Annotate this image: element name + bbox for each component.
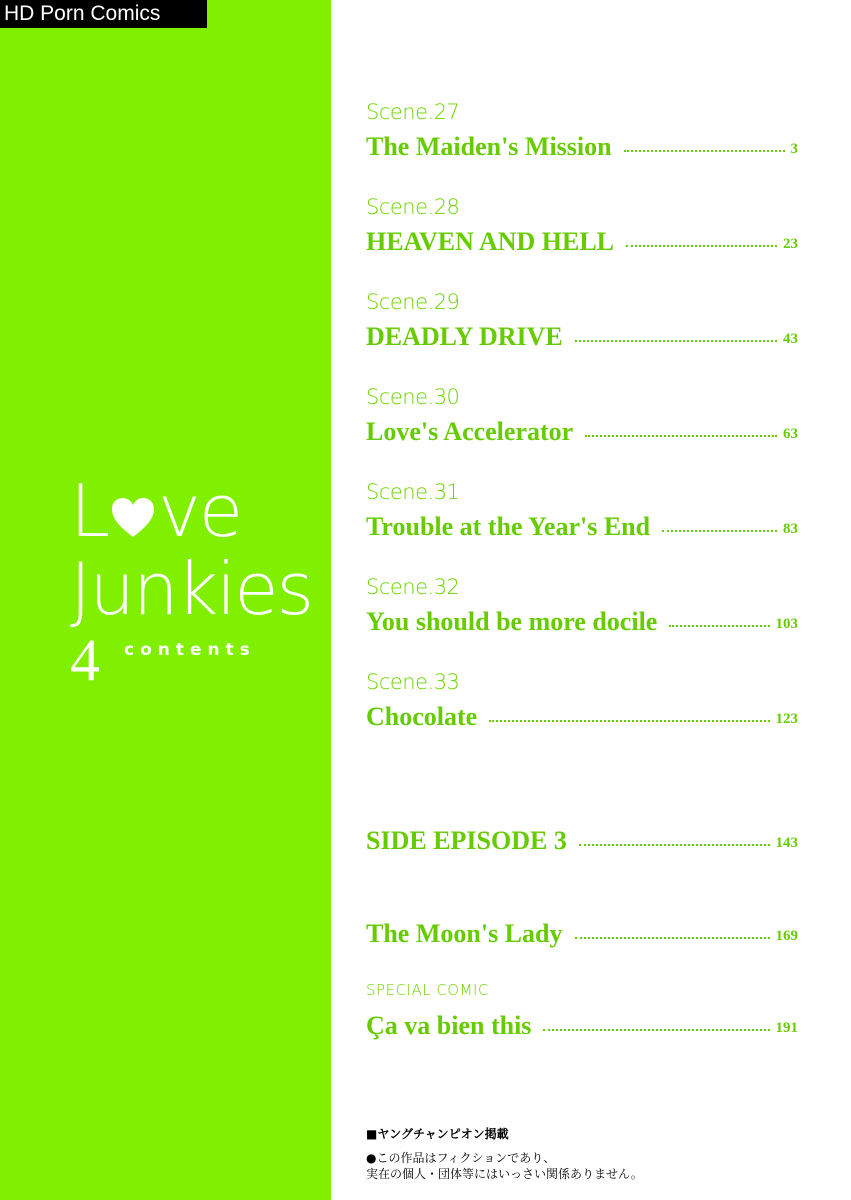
dot-leader: [575, 339, 777, 342]
page-number: 191: [775, 1020, 798, 1036]
scene-label: Scene.32: [366, 575, 460, 599]
series-logo: [70, 469, 313, 693]
toc-entry[interactable]: [366, 480, 798, 542]
logo-letter-l: L: [70, 469, 109, 553]
chapter-title: Trouble at the Year's End: [366, 512, 651, 541]
chapter-title: You should be more docile: [366, 607, 658, 636]
toc-entry[interactable]: [366, 385, 798, 447]
contents-label: contents: [124, 640, 256, 660]
title-row: [366, 417, 798, 447]
dot-leader: [624, 149, 785, 152]
title-row: [366, 512, 798, 542]
dot-leader: [543, 1028, 769, 1031]
dot-leader: [662, 529, 777, 532]
title-row: [366, 227, 798, 257]
serialization-note: ■ヤングチャンピオン掲載: [366, 1127, 509, 1141]
dot-leader: [575, 936, 770, 939]
title-row: [366, 322, 798, 352]
title-row: [366, 702, 798, 732]
dot-leader: [669, 624, 769, 627]
scene-label: Scene.33: [366, 670, 460, 694]
chapter-title: Chocolate: [366, 702, 478, 731]
fiction-disclaimer-2: 実在の個人・団体等にはいっさい関係ありません。: [366, 1167, 643, 1181]
title-row: [366, 919, 798, 949]
page-number: 63: [783, 426, 798, 442]
dot-leader: [626, 244, 777, 247]
scene-label: Scene.29: [366, 290, 460, 314]
toc-entry[interactable]: [366, 670, 798, 732]
chapter-title: Ça va bien this: [366, 1011, 532, 1040]
logo-line-love: [70, 469, 312, 553]
page-number: 23: [783, 236, 798, 252]
scene-label: Scene.27: [366, 100, 460, 124]
page-number: 143: [775, 835, 798, 851]
scene-label: Scene.28: [366, 195, 460, 219]
logo-volume-row: [70, 627, 312, 693]
toc-entry[interactable]: [366, 575, 798, 637]
scene-label: Scene.30: [366, 385, 460, 409]
scene-label: Scene.31: [366, 480, 460, 504]
page-number: 123: [775, 711, 798, 727]
publication-notes: [366, 1126, 643, 1182]
dot-leader: [585, 434, 777, 437]
title-row: [366, 826, 798, 856]
page-number: 103: [775, 616, 798, 632]
toc-entry[interactable]: [366, 100, 798, 162]
title-row: [366, 1011, 798, 1041]
page-number: 43: [783, 331, 798, 347]
title-row: [366, 132, 798, 162]
chapter-title: The Maiden's Mission: [366, 132, 612, 161]
heart-icon: [110, 495, 156, 541]
fiction-disclaimer-1: ●この作品はフィクションであり、: [366, 1151, 556, 1165]
chapter-title: Love's Accelerator: [366, 417, 574, 446]
toc-entry[interactable]: [366, 195, 798, 257]
page-number: 169: [775, 928, 798, 944]
page-number: 83: [783, 521, 798, 537]
watermark-label: HD Porn Comics: [0, 0, 207, 28]
chapter-title: DEADLY DRIVE: [366, 322, 563, 351]
dot-leader: [579, 843, 770, 846]
chapter-title: The Moon's Lady: [366, 919, 563, 948]
toc-entry[interactable]: [366, 290, 798, 352]
toc-entry-side-episode[interactable]: [366, 818, 798, 856]
special-comic-label: SPECIAL COMIC: [366, 981, 489, 999]
toc-entry-moons-lady[interactable]: [366, 911, 798, 949]
page-number: 3: [790, 141, 798, 157]
title-row: [366, 607, 798, 637]
volume-number: 4: [70, 627, 100, 693]
chapter-title: SIDE EPISODE 3: [366, 826, 567, 855]
chapter-title: HEAVEN AND HELL: [366, 227, 615, 256]
toc-entry-special[interactable]: [366, 981, 798, 1041]
dot-leader: [489, 719, 769, 722]
logo-letters-ve: ve: [158, 469, 242, 553]
logo-line-junkies: Junkies: [70, 547, 313, 631]
